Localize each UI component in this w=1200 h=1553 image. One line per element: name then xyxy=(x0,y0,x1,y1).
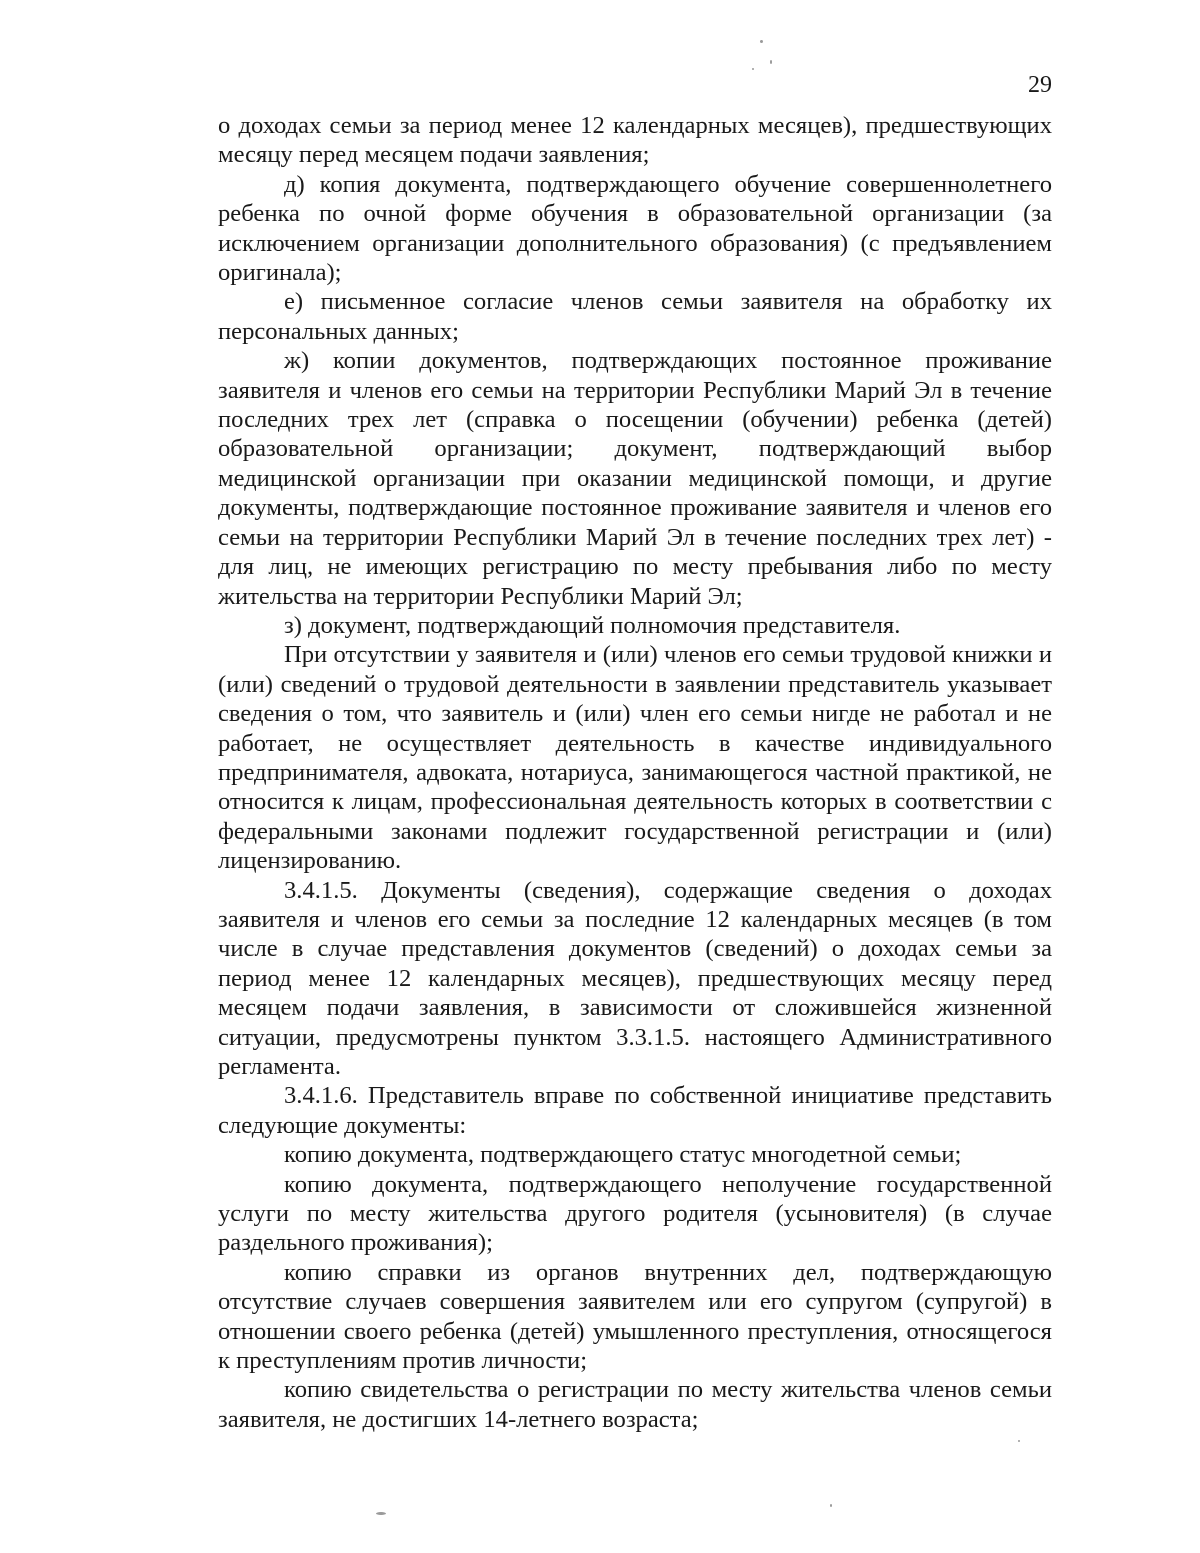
paragraph-non-receipt-of-service: копию документа, подтверждающего неполучение государственной услуги по месту жительства другого родителя (усыновителя) (в случае раздельного проживания); xyxy=(218,1170,1052,1257)
scan-speck xyxy=(770,60,772,64)
scan-speck xyxy=(830,1504,832,1507)
paragraph-no-work-record: При отсутствии у заявителя и (или) членов его семьи трудовой книжки и (или) сведений о трудовой деятельности в заявлении представитель указывает сведения о том, что заявитель и (или) член его семьи нигде не работал и не работает, не осуществляет деятельность в качестве индивидуального предпринимателя, адвоката, нотариуса, занимающегося частной практикой, не относится к лицам, профессиональная деятельность которых в соответствии с федеральными законами подлежит государственной регистрации и (или) лицензированию. xyxy=(218,641,1052,875)
scan-speck xyxy=(760,40,763,43)
page-number: 29 xyxy=(1028,72,1052,98)
paragraph-police-certificate: копию справки из органов внутренних дел, подтверждающую отсутствие случаев совершения заявителем или его супругом (супругой) в отношении своего ребенка (детей) умышленного преступления, относящегося к преступлениям против личности; xyxy=(218,1258,1052,1375)
paragraph-large-family-status: копию документа, подтверждающего статус многодетной семьи; xyxy=(284,1141,962,1169)
scan-speck xyxy=(1018,1440,1020,1442)
document-body xyxy=(218,111,1052,1434)
paragraph-item-d: д) копия документа, подтверждающего обучение совершеннолетнего ребенка по очной форме обучения в образовательной организации (за исключением организации дополнительного образования) (с предъявлением оригинала); xyxy=(218,170,1052,287)
paragraph-item-e: е) письменное согласие членов семьи заявителя на обработку их персональных данных; xyxy=(218,288,1052,345)
scan-speck xyxy=(376,1512,386,1515)
scan-speck xyxy=(752,68,754,70)
paragraph-registration-certificate: копию свидетельства о регистрации по месту жительства членов семьи заявителя, не достигших 14-летнего возраста; xyxy=(218,1376,1052,1433)
paragraph-item-z: з) документ, подтверждающий полномочия представителя. xyxy=(284,611,901,639)
paragraph-item-zh: ж) копии документов, подтверждающих постоянное проживание заявителя и членов его семьи на территории Республики Марий Эл в течение последних трех лет (справка о посещении (обучении) ребенка (детей) образовательной организации; документ, подтверждающий выбор медицинской организации при оказании медицинской помощи, и другие документы, подтверждающие постоянное проживание заявителя и членов его семьи на территории Республики Марий Эл в течение последних трех лет) - для лиц, не имеющих регистрацию по месту пребывания либо по месту жительства на территории Республики Марий Эл; xyxy=(218,347,1052,610)
paragraph-income-continuation: о доходах семьи за период менее 12 календарных месяцев), предшествующих месяцу перед месяцем подачи заявления; xyxy=(218,112,1052,169)
paragraph-3-4-1-5: 3.4.1.5. Документы (сведения), содержащие сведения о доходах заявителя и членов его семьи за последние 12 календарных месяцев (в том числе в случае представления документов (сведений) о доходах семьи за период менее 12 календарных месяцев), предшествующих месяцу перед месяцем подачи заявления, в зависимости от сложившейся жизненной ситуации, предусмотрены пунктом 3.3.1.5. настоящего Административного регламента. xyxy=(218,876,1052,1080)
paragraph-3-4-1-6: 3.4.1.6. Представитель вправе по собственной инициативе представить следующие документы: xyxy=(218,1082,1052,1139)
